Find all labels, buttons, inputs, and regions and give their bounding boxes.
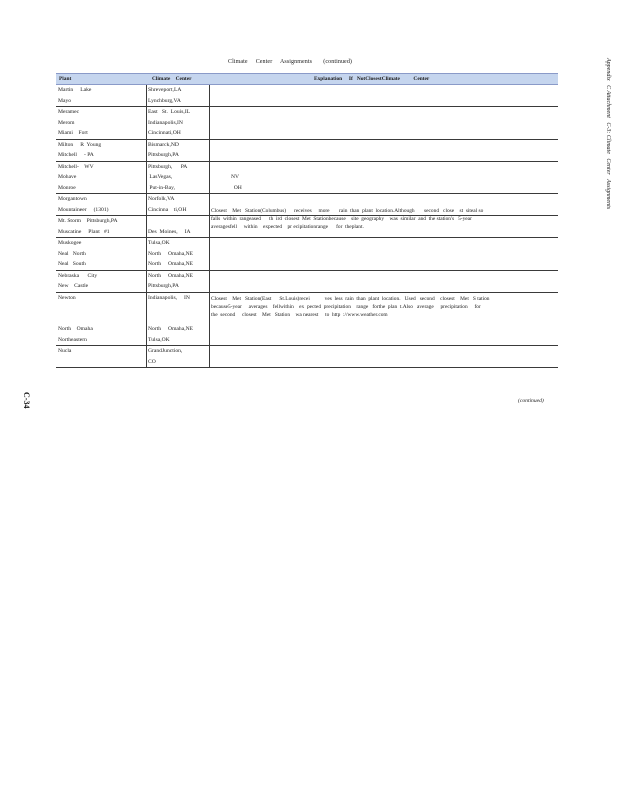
table-row-group bbox=[56, 162, 558, 195]
plant-cell: Merom bbox=[58, 119, 75, 126]
climate-center-cell: Indianapolis,IN bbox=[148, 119, 183, 126]
climate-center-cell: Cincinna ti,OH bbox=[148, 206, 187, 213]
side-running-head: Appendix C Attachment C-3: Climate Center Assignments bbox=[605, 58, 611, 210]
table-row bbox=[56, 194, 558, 205]
explanation-cell bbox=[211, 295, 551, 319]
explanation-line: Closest Met Station(East St.Louis)recei ves less rain than plant location. Used second closest Met S tation bbox=[211, 295, 490, 302]
table-row bbox=[56, 346, 558, 357]
table-row-group bbox=[56, 85, 558, 107]
table-body bbox=[56, 85, 558, 368]
table-row-group bbox=[56, 216, 558, 238]
explanation-line: because5-year averages fellwithin ex pected precipitation range forthe plan t.Also average precipitation for bbox=[211, 303, 481, 310]
table-row bbox=[56, 172, 558, 183]
plant-cell: North Omaha bbox=[58, 326, 93, 332]
climate-center-table bbox=[56, 73, 558, 368]
table-row bbox=[56, 128, 558, 139]
table-row bbox=[56, 183, 558, 194]
climate-center-cell: Shreveport,LA bbox=[148, 87, 182, 93]
climate-center-cell: GrandJunction, bbox=[148, 348, 183, 354]
table-row-group bbox=[56, 238, 558, 271]
table-row bbox=[56, 162, 558, 173]
table-row bbox=[56, 324, 558, 335]
plant-cell: Northeastern bbox=[58, 336, 87, 343]
climate-center-cell: Bismarck,ND bbox=[148, 141, 179, 148]
explanation-line: falls within rangeased th ird closest Met Stationbecause site geography was similar and the station's 5-year bbox=[211, 215, 472, 222]
table-row bbox=[56, 140, 558, 151]
climate-center-cell: Pittsburgh,PA bbox=[148, 152, 179, 158]
explanation-line: the second closest Met Station wa nearest to http ://www.weather.com bbox=[211, 311, 388, 318]
table-row bbox=[56, 107, 558, 118]
plant-cell: Mitchell - PA bbox=[58, 152, 94, 158]
plant-cell: Mt. Storm Pittsburgh,PA bbox=[58, 218, 118, 224]
table-row bbox=[56, 85, 558, 96]
table-row bbox=[56, 150, 558, 161]
table-row bbox=[56, 259, 558, 270]
plant-cell: Mohave bbox=[58, 174, 77, 180]
table-row-group bbox=[56, 140, 558, 162]
plant-cell: Monroe bbox=[58, 184, 76, 191]
climate-center-cell: North Omaha,NE bbox=[148, 272, 194, 279]
climate-center-cell: Pittsburgh,PA bbox=[148, 283, 179, 289]
plant-cell: Morgantown bbox=[58, 196, 87, 202]
table-row-group bbox=[56, 346, 558, 368]
climate-center-cell: Lynchburg,VA bbox=[148, 97, 181, 104]
climate-center-cell: Indianapolis, IN bbox=[148, 294, 190, 301]
climate-center-cell: Tulsa,OK bbox=[148, 240, 170, 246]
plant-cell: Muskogee bbox=[58, 240, 82, 246]
climate-center-cell: North Omaha,NE bbox=[148, 326, 194, 332]
header-explanation: Explanation If NotClosestClimate Center bbox=[314, 75, 430, 82]
table-row bbox=[56, 216, 558, 227]
plant-cell: Neal South bbox=[58, 261, 86, 267]
climate-center-cell: Put-in-Bay, OH bbox=[148, 184, 242, 191]
table-row-group bbox=[56, 271, 558, 293]
table-row-group bbox=[56, 107, 558, 140]
plant-cell: Muscatine Plant #1 bbox=[58, 228, 110, 235]
climate-center-cell: Des Moines, IA bbox=[148, 228, 191, 235]
plant-cell: Neal North bbox=[58, 250, 86, 257]
plant-cell: Nebraska City bbox=[58, 272, 98, 279]
table-header bbox=[56, 73, 558, 85]
explanation-line: Closest Met Station(Columbus) receives more rain than plant location.Although second close st siteal so bbox=[211, 207, 484, 214]
climate-center-cell: Pittsburgh, PA bbox=[148, 163, 188, 170]
plant-cell: Milton R Young bbox=[58, 141, 102, 148]
table-row bbox=[56, 238, 558, 249]
table-row bbox=[56, 281, 558, 292]
header-plant: Plant bbox=[59, 75, 72, 82]
climate-center-cell: East St. Louis,IL bbox=[148, 109, 191, 115]
plant-cell: Nucla bbox=[58, 348, 72, 354]
table-row bbox=[56, 249, 558, 260]
continued-note: (continued) bbox=[518, 398, 544, 404]
plant-cell: Miami Fort bbox=[58, 130, 88, 136]
table-row bbox=[56, 227, 558, 238]
climate-center-cell: Tulsa,OK bbox=[148, 336, 170, 343]
plant-cell: New Castle bbox=[58, 283, 89, 289]
climate-center-cell: Norfolk,VA bbox=[148, 196, 175, 202]
page-number: C-34 bbox=[22, 392, 31, 409]
climate-center-cell: LasVegas, NV bbox=[148, 174, 240, 180]
header-climate-center: Climate Center bbox=[152, 75, 192, 82]
page-title: Climate Center Assignments (continued) bbox=[228, 59, 353, 65]
plant-cell: Mitchell- WV bbox=[58, 163, 94, 170]
explanation-line: averagesfell within expected pr ecipitationrange for theplant. bbox=[211, 223, 364, 230]
table-row bbox=[56, 96, 558, 107]
climate-center-cell: North Omaha,NE bbox=[148, 250, 194, 257]
plant-cell: Mayo bbox=[58, 97, 72, 104]
plant-cell: Martin Lake bbox=[58, 87, 92, 93]
table-row bbox=[56, 357, 558, 368]
plant-cell: Mountaineer (1301) bbox=[58, 206, 109, 213]
table-row-group bbox=[56, 293, 558, 347]
table-row bbox=[56, 271, 558, 282]
table-row bbox=[56, 118, 558, 129]
plant-cell: Newton bbox=[58, 294, 76, 301]
table-row bbox=[56, 335, 558, 346]
climate-center-cell: CO bbox=[148, 358, 156, 365]
climate-center-cell: Cincinnati,OH bbox=[148, 130, 181, 136]
plant-cell: Meramec bbox=[58, 109, 80, 115]
climate-center-cell: North Omaha,NE bbox=[148, 261, 194, 267]
